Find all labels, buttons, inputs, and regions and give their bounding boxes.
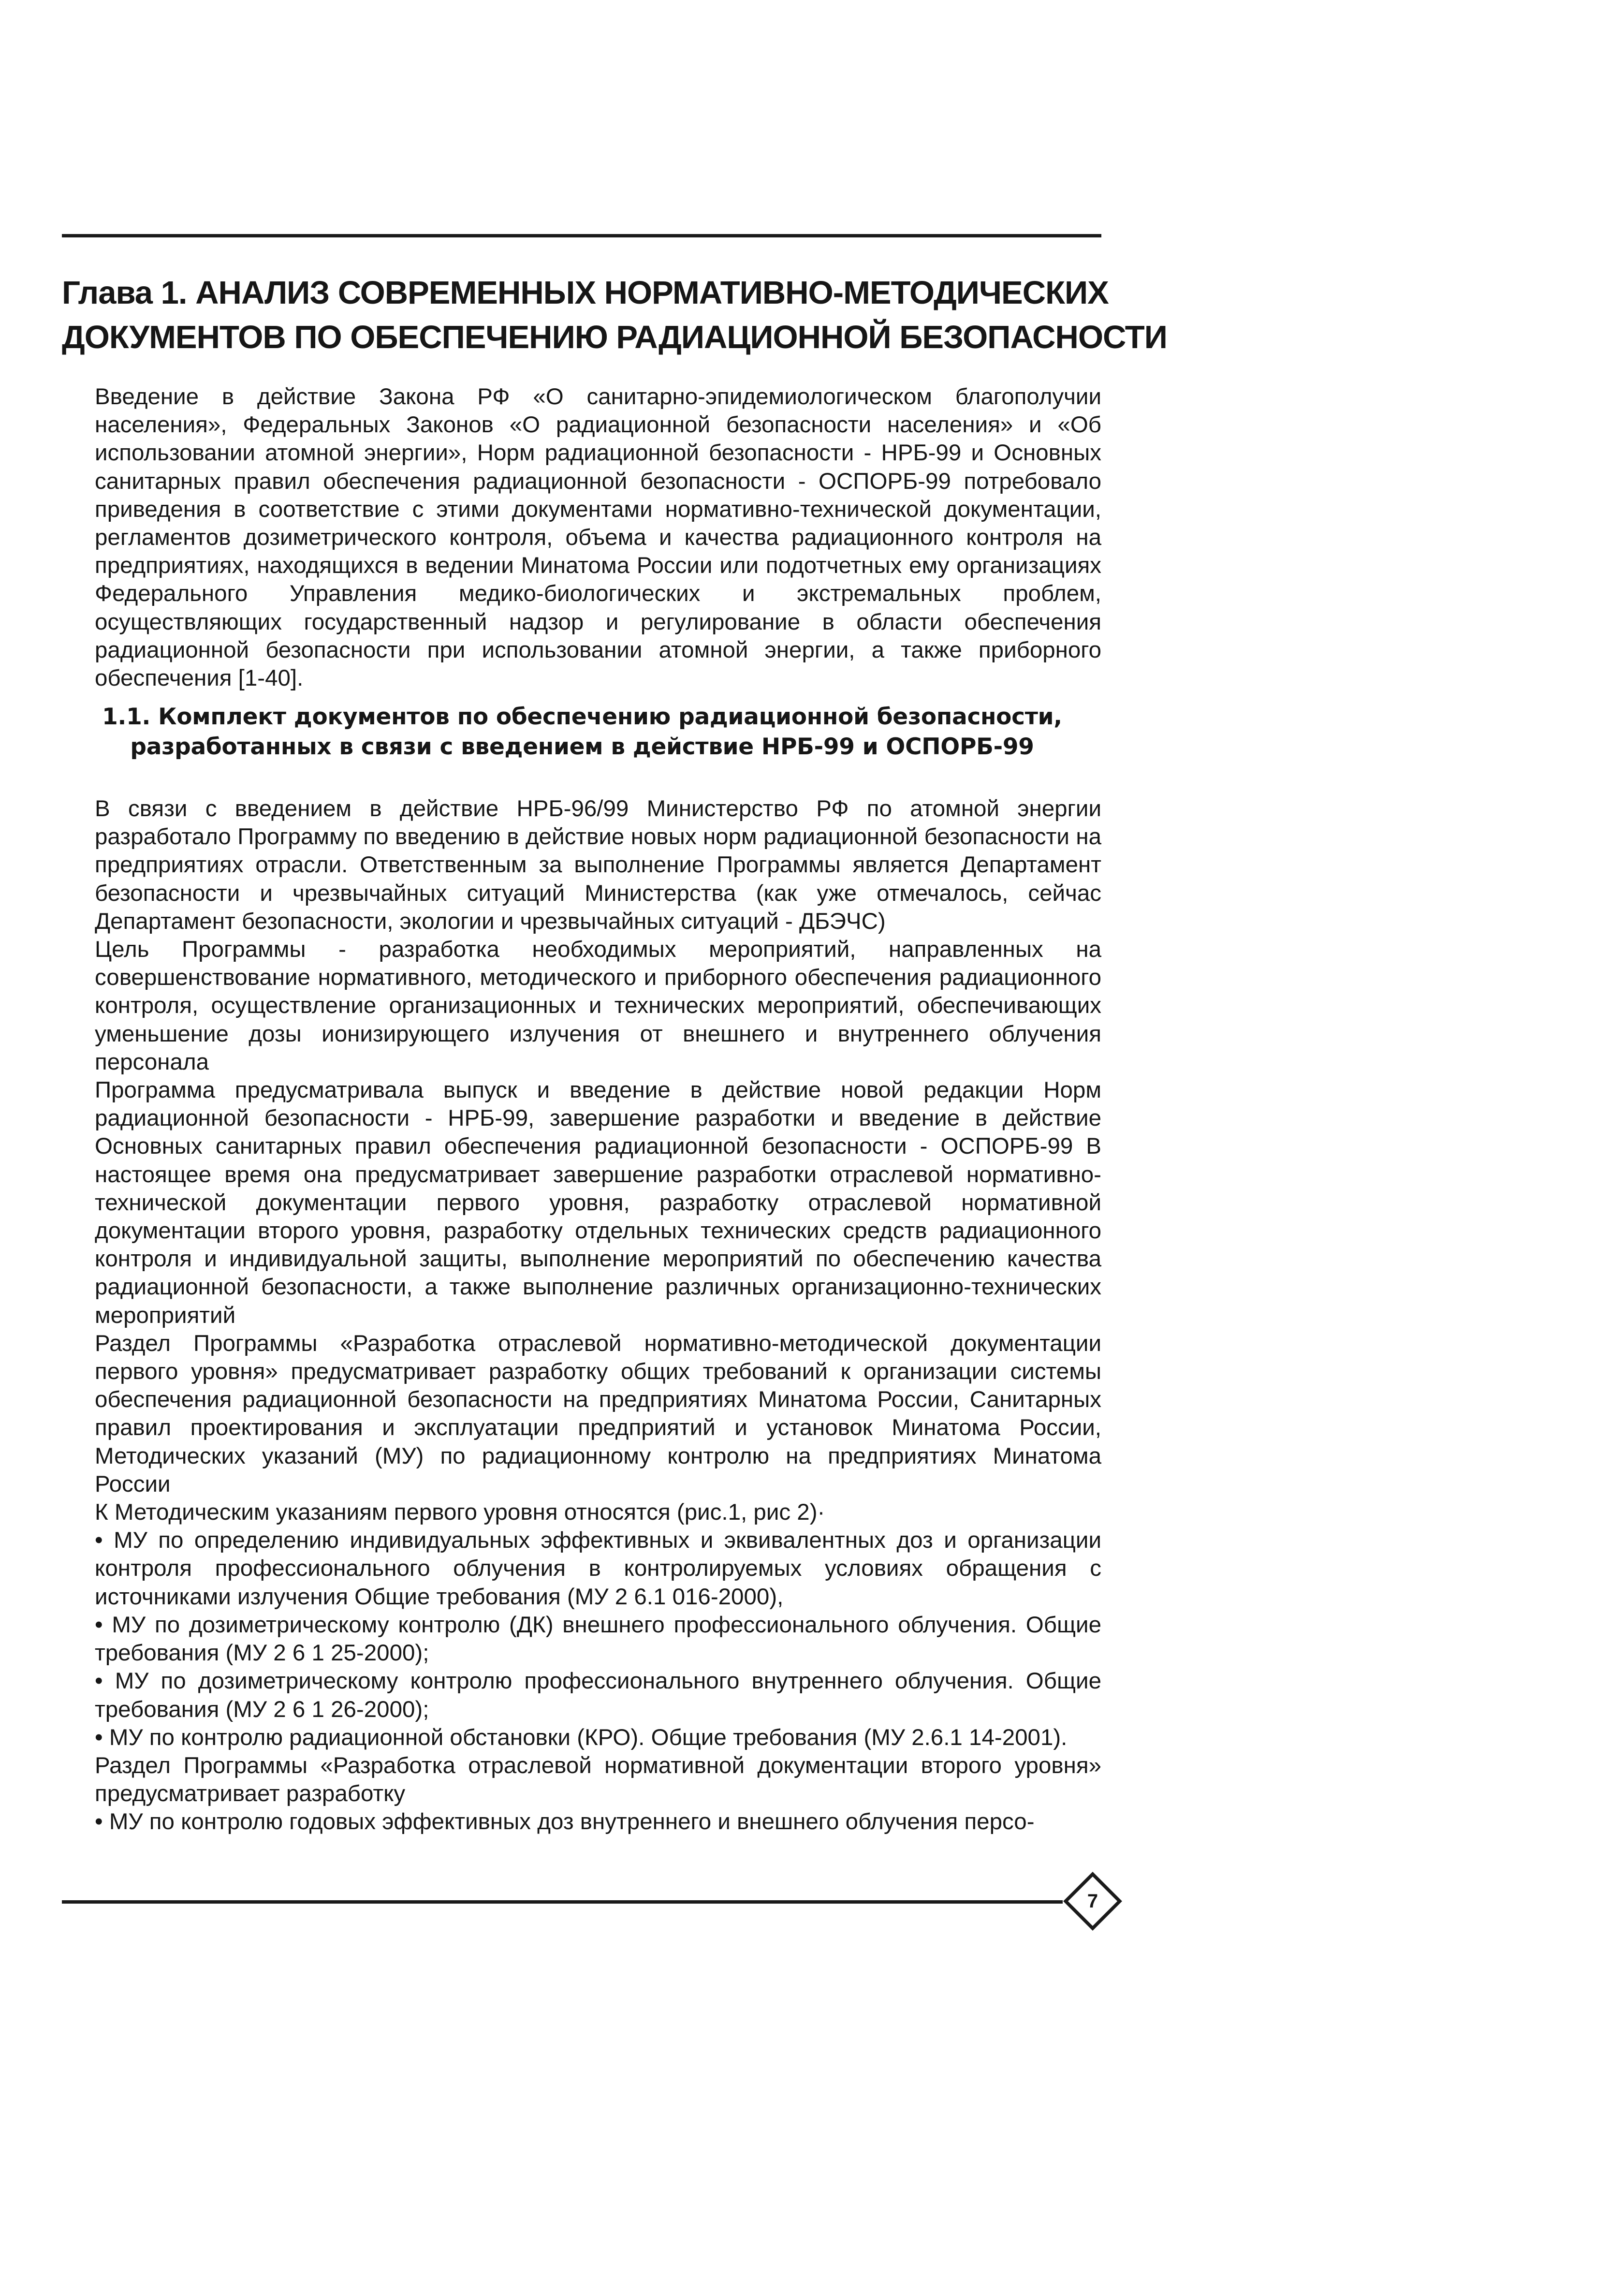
list-item: • МУ по контролю годовых эффективных доз внутреннего и внешнего облучения персо- [95, 1809, 1035, 1835]
page-number-marker [1063, 1871, 1123, 1931]
paragraph: К Методическим указаниям первого уровня относятся (рис.1, рис 2)· [95, 1499, 825, 1526]
paragraph: Программа предусматривала выпуск и введение в действие новой редакции Норм радиационной безопасности - НРБ-99, завершение разработки и введение в действие Основных санитарных правил обеспечения радиационной безопасности - ОСПОРБ-99 В настоящее время она предусматривает завершение разработки отраслевой нормативно-технической документации первого уровня, разработку отраслевой нормативной документации второго уровня, разработку отдельных технических средств радиационного контроля и индивидуальной защиты, выполнение мероприятий по обеспечению качества радиационной безопасности, а также выполнение различных организационно-технических мероприятий [95, 1077, 1101, 1328]
list-item: • МУ по определению индивидуальных эффективных и эквивалентных доз и организации контроля профессионального облучения в контролируемых условиях обращения с источниками излучения Общие требования (МУ 2 6.1 016-2000), [95, 1527, 1101, 1610]
paragraph: Раздел Программы «Разработка отраслевой нормативно-методической документации первого уровня» предусматривает разработку общих требований к организации системы обеспечения радиационной безопасности на предприятиях Минатома России, Санитарных правил проектирования и эксплуатации предприятий и установок Минатома России, Методических указаний (МУ) по радиационному контролю на предприятиях Минатома России [95, 1330, 1101, 1497]
intro-block [95, 383, 1101, 692]
paragraph: Раздел Программы «Разработка отраслевой нормативной документации второго уровня» предусматривает разработку [95, 1752, 1101, 1807]
chapter-title-line-1: Глава 1. АНАЛИЗ СОВРЕМЕННЫХ НОРМАТИВНО-МЕТОДИЧЕСКИХ [62, 275, 1109, 311]
section-title-line-2: разработанных в связи с введением в действие НРБ-99 и ОСПОРБ-99 [130, 734, 1034, 760]
chapter-title-line-2: ДОКУМЕНТОВ ПО ОБЕСПЕЧЕНИЮ РАДИАЦИОННОЙ БЕЗОПАСНОСТИ [62, 319, 1167, 355]
bottom-rule [62, 1900, 1063, 1904]
section-title-line-1: 1.1. Комплект документов по обеспечению радиационной безопасности, [102, 704, 1062, 730]
list-item: • МУ по дозиметрическому контролю профессионального внутреннего облучения. Общие требования (МУ 2 6 1 26-2000); [95, 1668, 1101, 1722]
intro-paragraph: Введение в действие Закона РФ «О санитарно-эпидемиологическом благополучии населения», Федеральных Законов «О радиационной безопасности населения» и «Об использовании атомной энергии», Норм радиационной безопасности - НРБ-99 и Основных санитарных правил обеспечения радиационной безопасности - ОСПОРБ-99 потребовало приведения в соответствие с этими документами нормативно-технической документации, регламентов дозиметрического контроля, объема и качества радиационного контроля на предприятиях, находящихся в ведении Минатома России или подотчетных ему организациях Федерального Управления медико-биологических и экстремальных проблем, осуществляющих государственный надзор и регулирование в области обеспечения радиационной безопасности при использовании атомной энергии, а также приборного обеспечения [1-40]. [95, 384, 1101, 691]
section-title [62, 702, 1102, 762]
paragraph: Цель Программы - разработка необходимых мероприятий, направленных на совершенствование нормативного, методического и приборного обеспечения радиационного контроля, осуществление организационных и технических мероприятий, обеспечивающих уменьшение дозы ионизирующего излучения от внешнего и внутреннего облучения персонала [95, 937, 1101, 1075]
chapter-title [62, 271, 1167, 360]
section-body [95, 795, 1101, 1836]
list-item: • МУ по дозиметрическому контролю (ДК) внешнего профессионального облучения. Общие требования (МУ 2 6 1 25-2000); [95, 1612, 1101, 1666]
page-number: 7 [1087, 1891, 1098, 1912]
paragraph: В связи с введением в действие НРБ-96/99 Министерство РФ по атомной энергии разработало Программу по введению в действие новых норм радиационной безопасности на предприятиях отрасли. Ответственным за выполнение Программы является Департамент безопасности и чрезвычайных ситуаций Министерства (как уже отмечалось, сейчас Департамент безопасности, экологии и чрезвычайных ситуаций - ДБЭЧС) [95, 796, 1101, 934]
list-item: • МУ по контролю радиационной обстановки (КРО). Общие требования (МУ 2.6.1 14-2001). [95, 1724, 1068, 1750]
top-rule [62, 234, 1101, 237]
